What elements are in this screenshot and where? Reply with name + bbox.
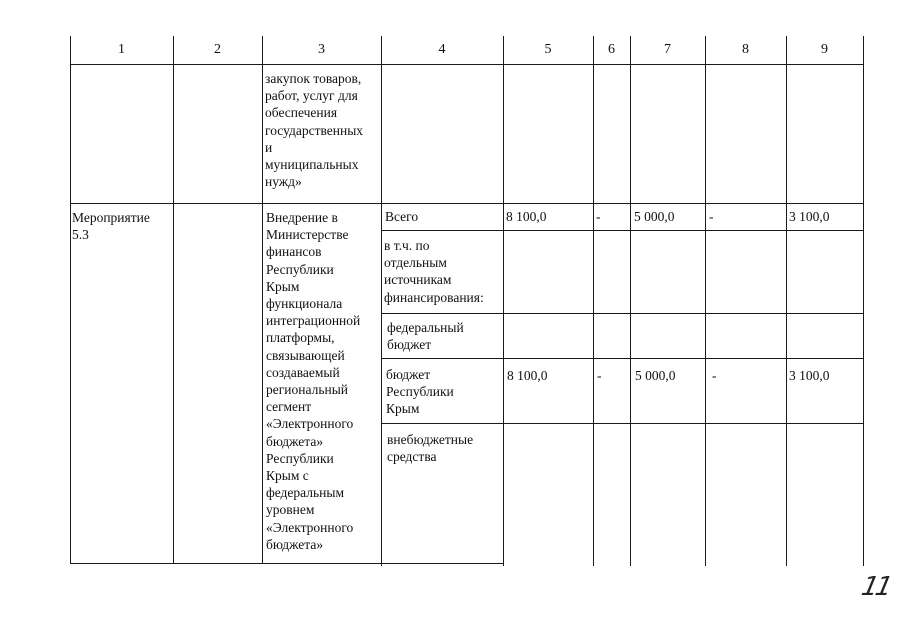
table-border	[70, 203, 863, 204]
funding-source: внебюджетные средства	[387, 432, 474, 465]
table-border	[863, 36, 864, 566]
value-cell: 3 100,0	[789, 209, 830, 224]
funding-source: бюджет Республики Крым	[386, 367, 454, 417]
funding-source: Всего	[385, 209, 419, 224]
value-cell: -	[596, 209, 601, 224]
table-border	[70, 563, 503, 564]
table-border	[381, 36, 382, 566]
table-border	[630, 36, 631, 566]
value-cell: -	[597, 368, 602, 383]
value-cell: 8 100,0	[507, 368, 548, 383]
column-header: 3	[318, 42, 325, 57]
table-border	[705, 36, 706, 566]
column-header: 1	[118, 42, 125, 57]
table-border	[173, 36, 174, 564]
value-cell: 3 100,0	[789, 368, 830, 383]
funding-source: федеральный бюджет	[387, 320, 464, 353]
column-header: 8	[742, 42, 749, 57]
table-border	[70, 64, 863, 65]
table-border	[593, 36, 594, 566]
value-cell: 8 100,0	[506, 209, 547, 224]
column-header: 7	[664, 42, 671, 57]
table-border	[381, 358, 863, 359]
table-border	[262, 36, 263, 564]
page-number: 11	[858, 572, 893, 602]
table-border	[381, 313, 863, 314]
continued-description: закупок товаров, работ, услуг для обеспечения государственных и муниципальных нужд»	[265, 71, 364, 190]
value-cell: 5 000,0	[634, 209, 675, 224]
table-border	[70, 36, 71, 564]
table-border	[381, 423, 863, 424]
funding-source: в т.ч. по отдельным источникам финансирования:	[384, 238, 484, 305]
column-header: 4	[438, 42, 446, 57]
value-cell: -	[712, 368, 717, 383]
activity-name: Мероприятие 5.3	[72, 210, 150, 243]
table-border	[503, 36, 504, 566]
column-header: 9	[821, 42, 828, 57]
column-header: 6	[608, 42, 615, 57]
table-border	[786, 36, 787, 566]
activity-description: Внедрение в Министерстве финансов Республики Крым функционала интеграционной платформы, связывающей создаваемый региональный сегмент «Электронного бюджета» Республики Крым с федеральным уровнем «Электронного бюджета»	[266, 210, 361, 552]
column-header: 5	[544, 42, 552, 57]
value-cell: -	[709, 209, 714, 224]
table-border	[381, 230, 863, 231]
value-cell: 5 000,0	[635, 368, 676, 383]
column-header: 2	[214, 42, 221, 57]
